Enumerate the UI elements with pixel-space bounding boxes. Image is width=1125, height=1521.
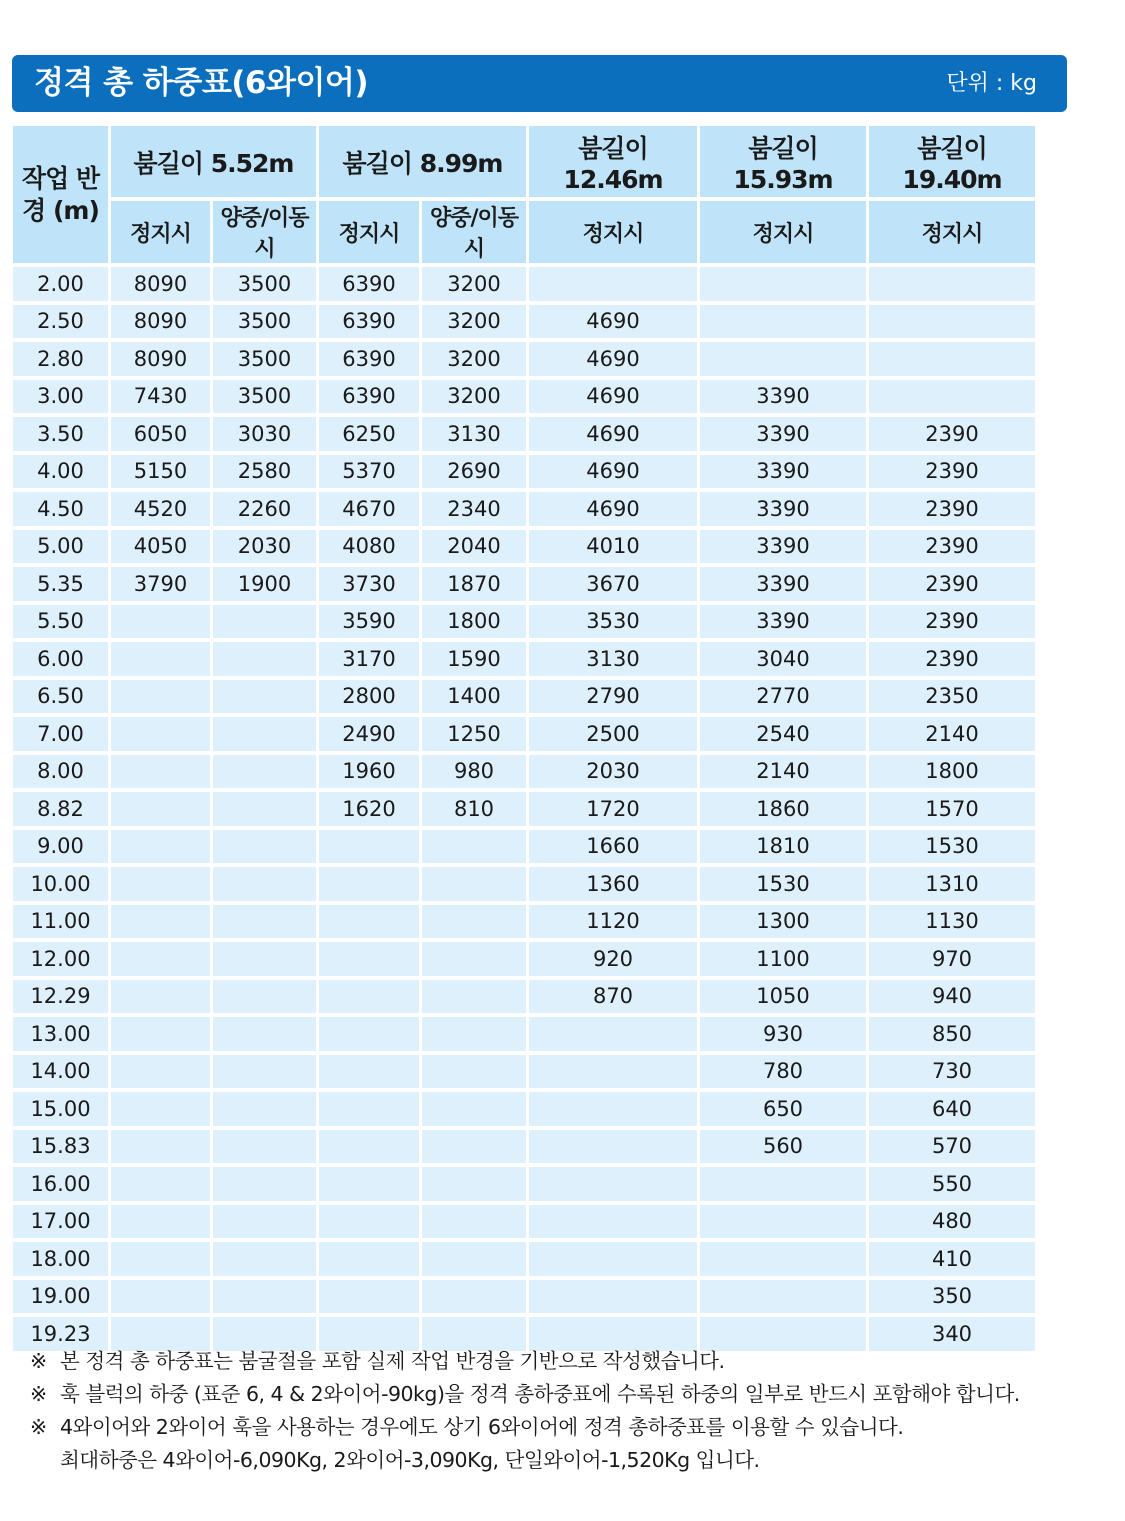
note-line bbox=[30, 1444, 1020, 1477]
load-cell: 340 bbox=[869, 1317, 1035, 1351]
load-cell: 3530 bbox=[529, 605, 697, 639]
load-cell: 2800 bbox=[319, 680, 419, 714]
unit-label: 단위 : kg bbox=[946, 71, 1037, 96]
table-row bbox=[13, 830, 1035, 864]
load-cell bbox=[111, 1017, 210, 1051]
load-cell bbox=[213, 1130, 316, 1164]
boom-header-15-93: 붐길이 15.93m bbox=[700, 126, 866, 197]
load-cell bbox=[213, 830, 316, 864]
load-cell: 1530 bbox=[869, 830, 1035, 864]
load-cell bbox=[213, 1055, 316, 1089]
load-cell bbox=[111, 642, 210, 676]
table-row bbox=[13, 1130, 1035, 1164]
load-chart-table bbox=[10, 122, 1038, 1355]
load-cell bbox=[213, 605, 316, 639]
load-cell: 2390 bbox=[869, 530, 1035, 564]
load-cell: 4690 bbox=[529, 417, 697, 451]
load-cell bbox=[111, 680, 210, 714]
load-cell bbox=[111, 830, 210, 864]
load-cell bbox=[319, 905, 419, 939]
load-cell bbox=[111, 905, 210, 939]
load-cell bbox=[111, 1130, 210, 1164]
load-cell: 1590 bbox=[422, 642, 526, 676]
load-cell: 6050 bbox=[111, 417, 210, 451]
sub-header-lifting-moving: 양중/이동시 bbox=[422, 201, 526, 263]
title-bar bbox=[12, 55, 1067, 112]
load-cell: 850 bbox=[869, 1017, 1035, 1051]
note-text: 훅 블럭의 하중 (표준 6, 4 & 2와이어-90kg)을 정격 총하중표에 수록된 하중의 일부로 반드시 포함해야 합니다. bbox=[60, 1382, 1020, 1406]
load-cell bbox=[869, 267, 1035, 301]
table-row bbox=[13, 642, 1035, 676]
load-cell: 980 bbox=[422, 755, 526, 789]
load-cell bbox=[111, 1242, 210, 1276]
load-cell: 1130 bbox=[869, 905, 1035, 939]
load-cell bbox=[213, 1092, 316, 1126]
load-cell: 970 bbox=[869, 942, 1035, 976]
load-cell bbox=[422, 867, 526, 901]
radius-cell: 8.00 bbox=[13, 755, 108, 789]
load-cell: 2580 bbox=[213, 455, 316, 489]
load-cell: 3670 bbox=[529, 567, 697, 601]
load-cell bbox=[700, 1280, 866, 1314]
load-cell: 570 bbox=[869, 1130, 1035, 1164]
load-cell bbox=[422, 1017, 526, 1051]
load-cell: 1620 bbox=[319, 792, 419, 826]
load-cell: 3500 bbox=[213, 267, 316, 301]
sub-header-stationary: 정지시 bbox=[700, 201, 866, 263]
load-cell: 2260 bbox=[213, 492, 316, 526]
load-cell: 2490 bbox=[319, 717, 419, 751]
load-cell bbox=[213, 942, 316, 976]
condition-header-row bbox=[13, 201, 1035, 263]
radius-cell: 12.00 bbox=[13, 942, 108, 976]
radius-cell: 12.29 bbox=[13, 980, 108, 1014]
radius-cell: 17.00 bbox=[13, 1205, 108, 1239]
load-cell bbox=[213, 1205, 316, 1239]
radius-cell: 6.00 bbox=[13, 642, 108, 676]
load-cell bbox=[111, 792, 210, 826]
load-cell: 4520 bbox=[111, 492, 210, 526]
notes bbox=[30, 1345, 1020, 1477]
load-cell bbox=[213, 867, 316, 901]
load-cell: 1800 bbox=[869, 755, 1035, 789]
load-cell bbox=[111, 1205, 210, 1239]
load-cell: 2540 bbox=[700, 717, 866, 751]
load-cell: 2690 bbox=[422, 455, 526, 489]
load-cell: 4690 bbox=[529, 492, 697, 526]
load-cell: 3200 bbox=[422, 267, 526, 301]
load-cell bbox=[213, 717, 316, 751]
table-row bbox=[13, 1242, 1035, 1276]
load-cell: 3790 bbox=[111, 567, 210, 601]
table-row bbox=[13, 455, 1035, 489]
radius-cell: 19.00 bbox=[13, 1280, 108, 1314]
load-cell bbox=[213, 1017, 316, 1051]
load-cell bbox=[319, 1280, 419, 1314]
sub-header-stationary: 정지시 bbox=[319, 201, 419, 263]
sub-header-stationary: 정지시 bbox=[529, 201, 697, 263]
load-cell bbox=[111, 1055, 210, 1089]
table-row bbox=[13, 342, 1035, 376]
load-cell: 1800 bbox=[422, 605, 526, 639]
note-text: 4와이어와 2와이어 훅을 사용하는 경우에도 상기 6와이어에 정격 총하중표를 이용할 수 있습니다. bbox=[60, 1415, 904, 1439]
load-cell: 1810 bbox=[700, 830, 866, 864]
load-cell: 2340 bbox=[422, 492, 526, 526]
load-cell: 7430 bbox=[111, 380, 210, 414]
radius-cell: 16.00 bbox=[13, 1167, 108, 1201]
radius-cell: 2.50 bbox=[13, 305, 108, 339]
note-line bbox=[30, 1411, 1020, 1444]
radius-cell: 4.00 bbox=[13, 455, 108, 489]
load-cell: 3390 bbox=[700, 417, 866, 451]
load-cell bbox=[700, 1242, 866, 1276]
load-cell bbox=[319, 1092, 419, 1126]
load-cell: 2040 bbox=[422, 530, 526, 564]
load-cell bbox=[529, 1280, 697, 1314]
table-row bbox=[13, 942, 1035, 976]
page-title: 정격 총 하중표(6와이어) bbox=[34, 65, 369, 101]
load-cell: 2030 bbox=[529, 755, 697, 789]
load-cell: 3500 bbox=[213, 380, 316, 414]
radius-cell: 3.00 bbox=[13, 380, 108, 414]
load-cell bbox=[213, 642, 316, 676]
load-cell: 6390 bbox=[319, 342, 419, 376]
load-cell bbox=[422, 1167, 526, 1201]
load-cell: 3500 bbox=[213, 305, 316, 339]
table-row bbox=[13, 1280, 1035, 1314]
load-cell: 2770 bbox=[700, 680, 866, 714]
load-cell: 930 bbox=[700, 1017, 866, 1051]
radius-cell: 6.50 bbox=[13, 680, 108, 714]
load-cell bbox=[319, 1017, 419, 1051]
load-cell bbox=[111, 755, 210, 789]
radius-cell: 2.80 bbox=[13, 342, 108, 376]
radius-cell: 18.00 bbox=[13, 1242, 108, 1276]
load-cell: 410 bbox=[869, 1242, 1035, 1276]
load-cell: 3130 bbox=[422, 417, 526, 451]
load-cell bbox=[422, 830, 526, 864]
radius-cell: 15.83 bbox=[13, 1130, 108, 1164]
load-cell bbox=[111, 980, 210, 1014]
load-cell bbox=[319, 1130, 419, 1164]
load-cell: 940 bbox=[869, 980, 1035, 1014]
radius-cell: 5.35 bbox=[13, 567, 108, 601]
load-cell bbox=[422, 1205, 526, 1239]
table-row bbox=[13, 567, 1035, 601]
note-line bbox=[30, 1378, 1020, 1411]
load-cell bbox=[422, 942, 526, 976]
load-cell: 6250 bbox=[319, 417, 419, 451]
load-cell: 1900 bbox=[213, 567, 316, 601]
load-cell bbox=[422, 1130, 526, 1164]
note-mark: ※ bbox=[30, 1349, 47, 1373]
load-cell: 2140 bbox=[700, 755, 866, 789]
table-row bbox=[13, 605, 1035, 639]
load-cell: 3390 bbox=[700, 605, 866, 639]
load-cell: 350 bbox=[869, 1280, 1035, 1314]
load-cell: 2500 bbox=[529, 717, 697, 751]
load-cell: 6390 bbox=[319, 380, 419, 414]
load-cell bbox=[319, 830, 419, 864]
load-cell: 8090 bbox=[111, 342, 210, 376]
table-row bbox=[13, 755, 1035, 789]
load-cell bbox=[111, 867, 210, 901]
table-row bbox=[13, 717, 1035, 751]
load-cell bbox=[319, 867, 419, 901]
load-cell: 4080 bbox=[319, 530, 419, 564]
load-cell bbox=[422, 1055, 526, 1089]
load-cell: 1860 bbox=[700, 792, 866, 826]
radius-cell: 14.00 bbox=[13, 1055, 108, 1089]
load-cell bbox=[111, 1092, 210, 1126]
load-cell: 3170 bbox=[319, 642, 419, 676]
load-cell: 4670 bbox=[319, 492, 419, 526]
sub-header-stationary: 정지시 bbox=[869, 201, 1035, 263]
load-cell: 1570 bbox=[869, 792, 1035, 826]
radius-cell: 13.00 bbox=[13, 1017, 108, 1051]
load-cell: 2390 bbox=[869, 605, 1035, 639]
load-cell: 4690 bbox=[529, 305, 697, 339]
table-row bbox=[13, 905, 1035, 939]
boom-header-12-46: 붐길이 12.46m bbox=[529, 126, 697, 197]
load-cell bbox=[319, 1205, 419, 1239]
load-cell: 4010 bbox=[529, 530, 697, 564]
load-cell bbox=[111, 942, 210, 976]
load-cell: 3500 bbox=[213, 342, 316, 376]
load-cell bbox=[319, 980, 419, 1014]
load-cell bbox=[422, 980, 526, 1014]
load-cell: 810 bbox=[422, 792, 526, 826]
load-cell bbox=[213, 905, 316, 939]
load-cell: 3130 bbox=[529, 642, 697, 676]
load-cell: 2030 bbox=[213, 530, 316, 564]
load-cell bbox=[319, 1167, 419, 1201]
load-cell: 4690 bbox=[529, 380, 697, 414]
load-cell bbox=[700, 342, 866, 376]
load-cell bbox=[111, 605, 210, 639]
boom-header-19-40: 붐길이 19.40m bbox=[869, 126, 1035, 197]
table-row bbox=[13, 267, 1035, 301]
load-cell: 2790 bbox=[529, 680, 697, 714]
load-cell bbox=[529, 267, 697, 301]
load-cell: 3200 bbox=[422, 342, 526, 376]
load-cell: 3030 bbox=[213, 417, 316, 451]
table-row bbox=[13, 417, 1035, 451]
table-row bbox=[13, 1205, 1035, 1239]
radius-cell: 5.00 bbox=[13, 530, 108, 564]
note-text: 최대하중은 4와이어-6,090Kg, 2와이어-3,090Kg, 단일와이어-1,520Kg 입니다. bbox=[60, 1448, 760, 1472]
table-row bbox=[13, 492, 1035, 526]
table-row bbox=[13, 380, 1035, 414]
load-cell: 3390 bbox=[700, 380, 866, 414]
load-cell: 2390 bbox=[869, 417, 1035, 451]
load-cell bbox=[700, 305, 866, 339]
radius-header bbox=[13, 126, 108, 263]
load-cell: 8090 bbox=[111, 305, 210, 339]
table-row bbox=[13, 1055, 1035, 1089]
load-cell: 3390 bbox=[700, 567, 866, 601]
load-cell bbox=[529, 1242, 697, 1276]
load-cell: 3390 bbox=[700, 455, 866, 489]
load-cell bbox=[111, 1280, 210, 1314]
load-cell bbox=[529, 1055, 697, 1089]
load-cell: 1400 bbox=[422, 680, 526, 714]
load-cell bbox=[422, 1092, 526, 1126]
note-mark: ※ bbox=[30, 1382, 47, 1406]
load-cell bbox=[213, 1242, 316, 1276]
load-cell: 3390 bbox=[700, 530, 866, 564]
load-cell: 2140 bbox=[869, 717, 1035, 751]
load-cell: 780 bbox=[700, 1055, 866, 1089]
radius-cell: 3.50 bbox=[13, 417, 108, 451]
load-cell: 870 bbox=[529, 980, 697, 1014]
table-row bbox=[13, 1092, 1035, 1126]
load-cell bbox=[700, 1205, 866, 1239]
load-cell: 3590 bbox=[319, 605, 419, 639]
load-cell: 5370 bbox=[319, 455, 419, 489]
load-cell: 550 bbox=[869, 1167, 1035, 1201]
table-row bbox=[13, 792, 1035, 826]
radius-cell: 2.00 bbox=[13, 267, 108, 301]
load-cell: 3390 bbox=[700, 492, 866, 526]
radius-cell: 8.82 bbox=[13, 792, 108, 826]
load-cell: 2350 bbox=[869, 680, 1035, 714]
boom-header-row bbox=[13, 126, 1035, 197]
load-cell bbox=[529, 1017, 697, 1051]
radius-cell: 5.50 bbox=[13, 605, 108, 639]
load-cell bbox=[869, 380, 1035, 414]
load-cell: 2390 bbox=[869, 642, 1035, 676]
load-cell: 2390 bbox=[869, 455, 1035, 489]
load-cell bbox=[529, 1092, 697, 1126]
load-cell bbox=[422, 1280, 526, 1314]
load-cell bbox=[213, 792, 316, 826]
load-cell bbox=[111, 717, 210, 751]
load-cell: 4050 bbox=[111, 530, 210, 564]
boom-header-8-99: 붐길이 8.99m bbox=[319, 126, 526, 197]
load-cell bbox=[213, 980, 316, 1014]
load-table-body bbox=[13, 267, 1035, 1351]
load-cell bbox=[529, 1167, 697, 1201]
load-cell: 5150 bbox=[111, 455, 210, 489]
load-cell: 3730 bbox=[319, 567, 419, 601]
load-cell bbox=[422, 905, 526, 939]
load-cell: 1050 bbox=[700, 980, 866, 1014]
note-line bbox=[30, 1345, 1020, 1378]
load-cell: 1360 bbox=[529, 867, 697, 901]
load-cell bbox=[213, 1280, 316, 1314]
sub-header-stationary: 정지시 bbox=[111, 201, 210, 263]
load-cell: 1310 bbox=[869, 867, 1035, 901]
load-cell bbox=[213, 1167, 316, 1201]
load-cell: 1870 bbox=[422, 567, 526, 601]
load-cell bbox=[869, 342, 1035, 376]
load-cell: 1660 bbox=[529, 830, 697, 864]
radius-header-label: 작업 반경 (m) bbox=[21, 163, 100, 225]
radius-cell: 7.00 bbox=[13, 717, 108, 751]
table-row bbox=[13, 530, 1035, 564]
load-cell bbox=[213, 680, 316, 714]
note-mark: ※ bbox=[30, 1415, 47, 1439]
load-cell bbox=[319, 1242, 419, 1276]
load-cell bbox=[319, 1055, 419, 1089]
table-row bbox=[13, 1167, 1035, 1201]
load-cell: 3040 bbox=[700, 642, 866, 676]
load-cell bbox=[869, 305, 1035, 339]
load-cell bbox=[700, 267, 866, 301]
radius-cell: 15.00 bbox=[13, 1092, 108, 1126]
radius-cell: 9.00 bbox=[13, 830, 108, 864]
load-cell bbox=[319, 942, 419, 976]
load-cell: 1250 bbox=[422, 717, 526, 751]
boom-header-5-52: 붐길이 5.52m bbox=[111, 126, 316, 197]
load-cell: 730 bbox=[869, 1055, 1035, 1089]
note-text: 본 정격 총 하중표는 붐굴절을 포함 실제 작업 반경을 기반으로 작성했습니다. bbox=[60, 1349, 725, 1373]
load-cell: 560 bbox=[700, 1130, 866, 1164]
load-cell: 3200 bbox=[422, 380, 526, 414]
load-cell: 480 bbox=[869, 1205, 1035, 1239]
radius-cell: 19.23 bbox=[13, 1317, 108, 1351]
load-cell: 650 bbox=[700, 1092, 866, 1126]
load-cell: 1120 bbox=[529, 905, 697, 939]
load-cell bbox=[700, 1167, 866, 1201]
load-cell: 1530 bbox=[700, 867, 866, 901]
load-cell bbox=[529, 1130, 697, 1164]
radius-cell: 4.50 bbox=[13, 492, 108, 526]
load-cell bbox=[213, 755, 316, 789]
radius-cell: 11.00 bbox=[13, 905, 108, 939]
load-cell: 1100 bbox=[700, 942, 866, 976]
load-cell bbox=[529, 1205, 697, 1239]
load-cell: 1300 bbox=[700, 905, 866, 939]
table-row bbox=[13, 980, 1035, 1014]
load-cell: 2390 bbox=[869, 492, 1035, 526]
load-cell: 6390 bbox=[319, 305, 419, 339]
load-cell: 3200 bbox=[422, 305, 526, 339]
load-cell: 640 bbox=[869, 1092, 1035, 1126]
load-cell bbox=[422, 1242, 526, 1276]
load-cell: 1720 bbox=[529, 792, 697, 826]
load-cell: 4690 bbox=[529, 342, 697, 376]
load-cell: 2390 bbox=[869, 567, 1035, 601]
load-cell bbox=[111, 1167, 210, 1201]
table-row bbox=[13, 1017, 1035, 1051]
load-cell: 4690 bbox=[529, 455, 697, 489]
table-row bbox=[13, 305, 1035, 339]
sub-header-lifting-moving: 양중/이동시 bbox=[213, 201, 316, 263]
table-row bbox=[13, 680, 1035, 714]
table-row bbox=[13, 867, 1035, 901]
radius-cell: 10.00 bbox=[13, 867, 108, 901]
load-cell: 920 bbox=[529, 942, 697, 976]
load-cell: 8090 bbox=[111, 267, 210, 301]
load-cell: 6390 bbox=[319, 267, 419, 301]
load-cell: 1960 bbox=[319, 755, 419, 789]
